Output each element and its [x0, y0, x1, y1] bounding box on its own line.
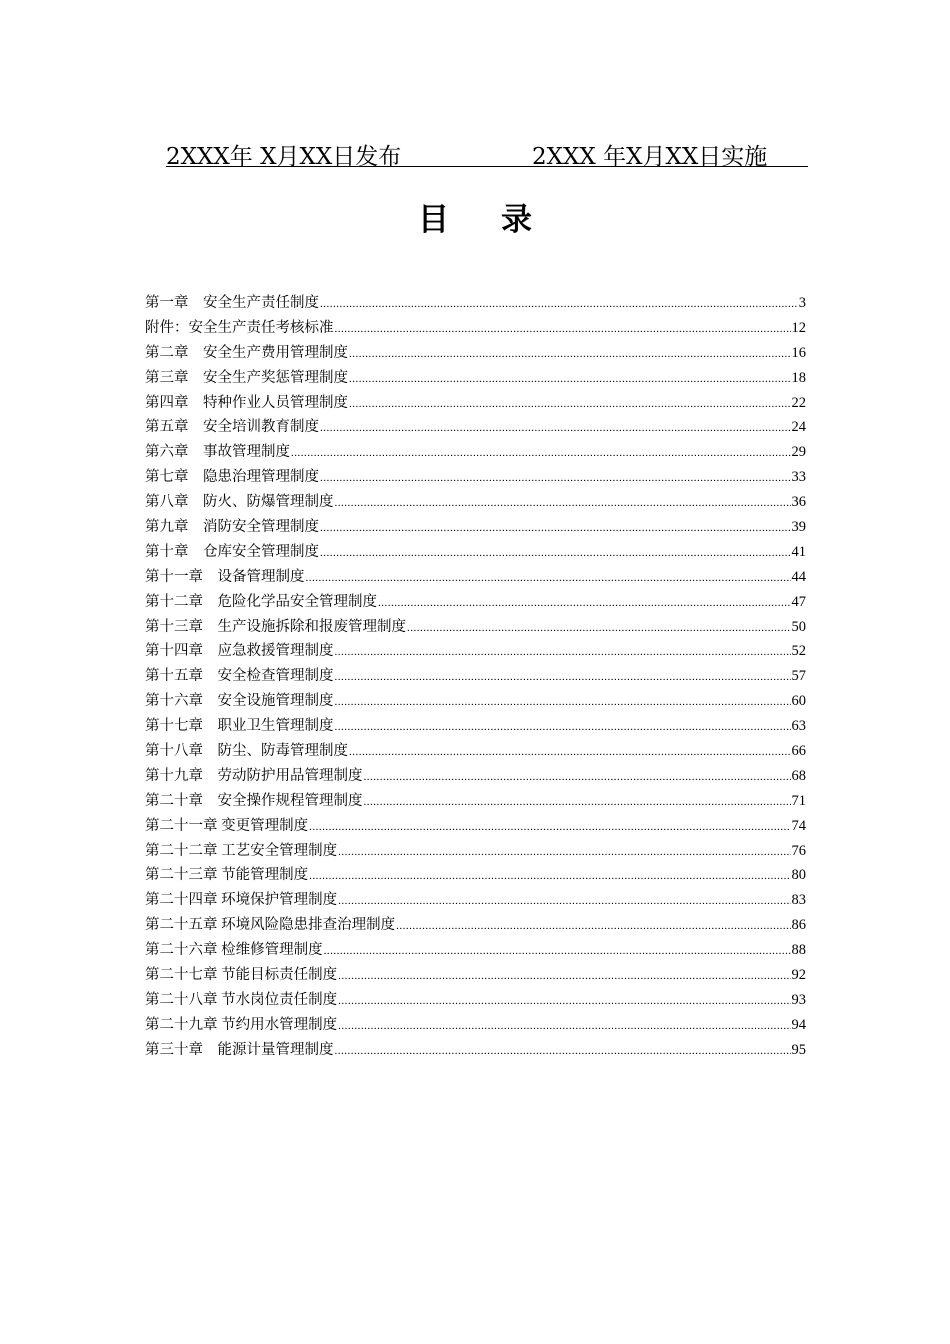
toc-entry-page-number: 60	[791, 693, 806, 710]
toc-entry-label: 第十九章 劳动防护用品管理制度	[145, 767, 363, 784]
toc-entry-label: 第二章 安全生产费用管理制度	[145, 344, 348, 361]
toc-entry[interactable]	[145, 590, 806, 615]
toc-title: 目录	[418, 202, 584, 238]
toc-entry[interactable]	[145, 739, 806, 764]
toc-entry[interactable]	[145, 391, 806, 416]
dot-leader	[378, 597, 791, 609]
toc-entry-label: 第五章 安全培训教育制度	[145, 419, 319, 436]
toc-entry[interactable]	[145, 764, 806, 789]
toc-entry-label: 第十三章 生产设施拆除和报废管理制度	[145, 618, 406, 635]
toc-entry[interactable]	[145, 366, 806, 391]
dot-leader	[349, 348, 791, 360]
toc-entry[interactable]	[145, 615, 806, 640]
release-date: 2XXX年 X月XX日发布	[166, 144, 402, 170]
dot-leader	[306, 572, 791, 584]
toc-entry-label: 第二十六章 检维修管理制度	[145, 942, 323, 959]
toc-entry[interactable]	[145, 490, 806, 515]
toc-entry-page-number: 95	[791, 1041, 806, 1058]
toc-entry[interactable]	[145, 639, 806, 664]
dot-leader	[338, 995, 790, 1007]
toc-entry[interactable]	[145, 863, 806, 888]
toc-entry-page-number: 52	[791, 643, 806, 660]
toc-entry-page-number: 68	[791, 767, 806, 784]
dot-leader	[320, 298, 798, 310]
toc-entry-label: 第三十章 能源计量管理制度	[145, 1041, 334, 1058]
toc-entry-label: 第十六章 安全设施管理制度	[145, 693, 334, 710]
toc-entry[interactable]	[145, 689, 806, 714]
toc-entry-page-number: 24	[791, 419, 806, 436]
toc-entry[interactable]	[145, 888, 806, 913]
dot-leader	[335, 721, 791, 733]
toc-entry-label: 第十七章 职业卫生管理制度	[145, 718, 334, 735]
toc-entry-page-number: 71	[791, 792, 806, 809]
toc-entry-page-number: 86	[791, 917, 806, 934]
toc-entry-label: 第二十九章 节约用水管理制度	[145, 1016, 338, 1033]
dot-leader	[407, 622, 791, 634]
toc-entry-page-number: 29	[791, 444, 806, 461]
toc-entry-label: 第二十三章 节能管理制度	[145, 867, 309, 884]
toc-entry-page-number: 41	[791, 543, 806, 560]
toc-entry-label: 第十一章 设备管理制度	[145, 568, 305, 585]
toc-entry-label: 第六章 事故管理制度	[145, 444, 290, 461]
toc-entry-label: 第十八章 防尘、防毒管理制度	[145, 743, 348, 760]
toc-entry-page-number: 80	[791, 867, 806, 884]
toc-entry-page-number: 36	[791, 494, 806, 511]
toc-entry[interactable]	[145, 465, 806, 490]
toc-entry-page-number: 47	[791, 593, 806, 610]
toc-entry[interactable]	[145, 540, 806, 565]
toc-entry[interactable]	[145, 415, 806, 440]
toc-entry[interactable]	[145, 316, 806, 341]
toc-entry[interactable]	[145, 963, 806, 988]
toc-entry-page-number: 83	[791, 892, 806, 909]
toc-entry[interactable]	[145, 913, 806, 938]
toc-entry-page-number: 16	[791, 344, 806, 361]
toc-entry[interactable]	[145, 565, 806, 590]
dot-leader	[320, 422, 791, 434]
table-of-contents	[145, 291, 806, 1063]
toc-entry-page-number: 74	[791, 817, 806, 834]
toc-entry-label: 第二十二章 工艺安全管理制度	[145, 842, 338, 859]
toc-entry-label: 第二十五章 环境风险隐患排查治理制度	[145, 917, 396, 934]
dot-leader	[338, 895, 790, 907]
dot-leader	[335, 646, 791, 658]
toc-entry-label: 第二十章 安全操作规程管理制度	[145, 792, 363, 809]
toc-entry-label: 附件：安全生产责任考核标准	[145, 319, 334, 336]
toc-entry-page-number: 18	[791, 369, 806, 386]
toc-entry-page-number: 3	[798, 295, 806, 311]
toc-entry[interactable]	[145, 291, 806, 316]
dot-leader	[291, 447, 791, 459]
dot-leader	[335, 696, 791, 708]
toc-entry-page-number: 76	[791, 842, 806, 859]
toc-entry[interactable]	[145, 938, 806, 963]
dot-leader	[364, 771, 791, 783]
toc-entry-label: 第一章 安全生产责任制度	[145, 295, 319, 311]
toc-entry-label: 第七章 隐患治理管理制度	[145, 469, 319, 486]
dot-leader	[324, 945, 791, 957]
implement-date: 2XXX 年X月XX日实施	[532, 144, 768, 170]
toc-entry[interactable]	[145, 440, 806, 465]
toc-entry-label: 第九章 消防安全管理制度	[145, 519, 319, 536]
dot-leader	[349, 746, 791, 758]
toc-entry[interactable]	[145, 839, 806, 864]
toc-entry-page-number: 92	[791, 967, 806, 984]
toc-entry-label: 第二十一章 变更管理制度	[145, 817, 309, 834]
dot-leader	[335, 497, 791, 509]
dot-leader	[349, 398, 791, 410]
dot-leader	[309, 821, 790, 833]
toc-entry[interactable]	[145, 341, 806, 366]
toc-entry-page-number: 88	[791, 942, 806, 959]
toc-entry-page-number: 63	[791, 718, 806, 735]
toc-entry[interactable]	[145, 714, 806, 739]
dot-leader	[309, 870, 790, 882]
toc-entry-page-number: 12	[791, 319, 806, 336]
dot-leader	[335, 671, 791, 683]
dot-leader	[320, 472, 791, 484]
toc-entry-page-number: 22	[791, 394, 806, 411]
toc-entry[interactable]	[145, 515, 806, 540]
toc-entry-label: 第二十四章 环境保护管理制度	[145, 892, 338, 909]
toc-entry-label: 第十二章 危险化学品安全管理制度	[145, 593, 377, 610]
toc-entry[interactable]	[145, 988, 806, 1013]
toc-entry-label: 第十章 仓库安全管理制度	[145, 543, 319, 560]
toc-entry-page-number: 44	[791, 568, 806, 585]
dot-leader	[335, 1045, 791, 1057]
dot-leader	[396, 920, 790, 932]
toc-entry[interactable]	[145, 814, 806, 839]
toc-entry-page-number: 94	[791, 1016, 806, 1033]
toc-entry-label: 第十四章 应急救援管理制度	[145, 643, 334, 660]
toc-entry-label: 第四章 特种作业人员管理制度	[145, 394, 348, 411]
date-line	[166, 136, 808, 170]
dot-leader	[349, 373, 791, 385]
toc-entry-page-number: 66	[791, 743, 806, 760]
toc-entry-page-number: 50	[791, 618, 806, 635]
toc-entry-label: 第十五章 安全检查管理制度	[145, 668, 334, 685]
dot-leader	[338, 970, 790, 982]
dot-leader	[320, 522, 791, 534]
toc-entry-page-number: 33	[791, 469, 806, 486]
toc-entry-page-number: 57	[791, 668, 806, 685]
toc-entry-label: 第二十八章 节水岗位责任制度	[145, 991, 338, 1008]
toc-entry[interactable]	[145, 664, 806, 689]
toc-entry-label: 第二十七章 节能目标责任制度	[145, 967, 338, 984]
dot-leader	[338, 846, 790, 858]
toc-entry[interactable]	[145, 789, 806, 814]
toc-entry-label: 第三章 安全生产奖惩管理制度	[145, 369, 348, 386]
dot-leader	[364, 796, 791, 808]
toc-entry-page-number: 39	[791, 519, 806, 536]
dot-leader	[335, 323, 791, 335]
dot-leader	[320, 547, 791, 559]
dot-leader	[338, 1020, 790, 1032]
toc-entry[interactable]	[145, 1013, 806, 1038]
toc-entry-page-number: 93	[791, 991, 806, 1008]
toc-entry-label: 第八章 防火、防爆管理制度	[145, 494, 334, 511]
toc-entry[interactable]	[145, 1038, 806, 1063]
